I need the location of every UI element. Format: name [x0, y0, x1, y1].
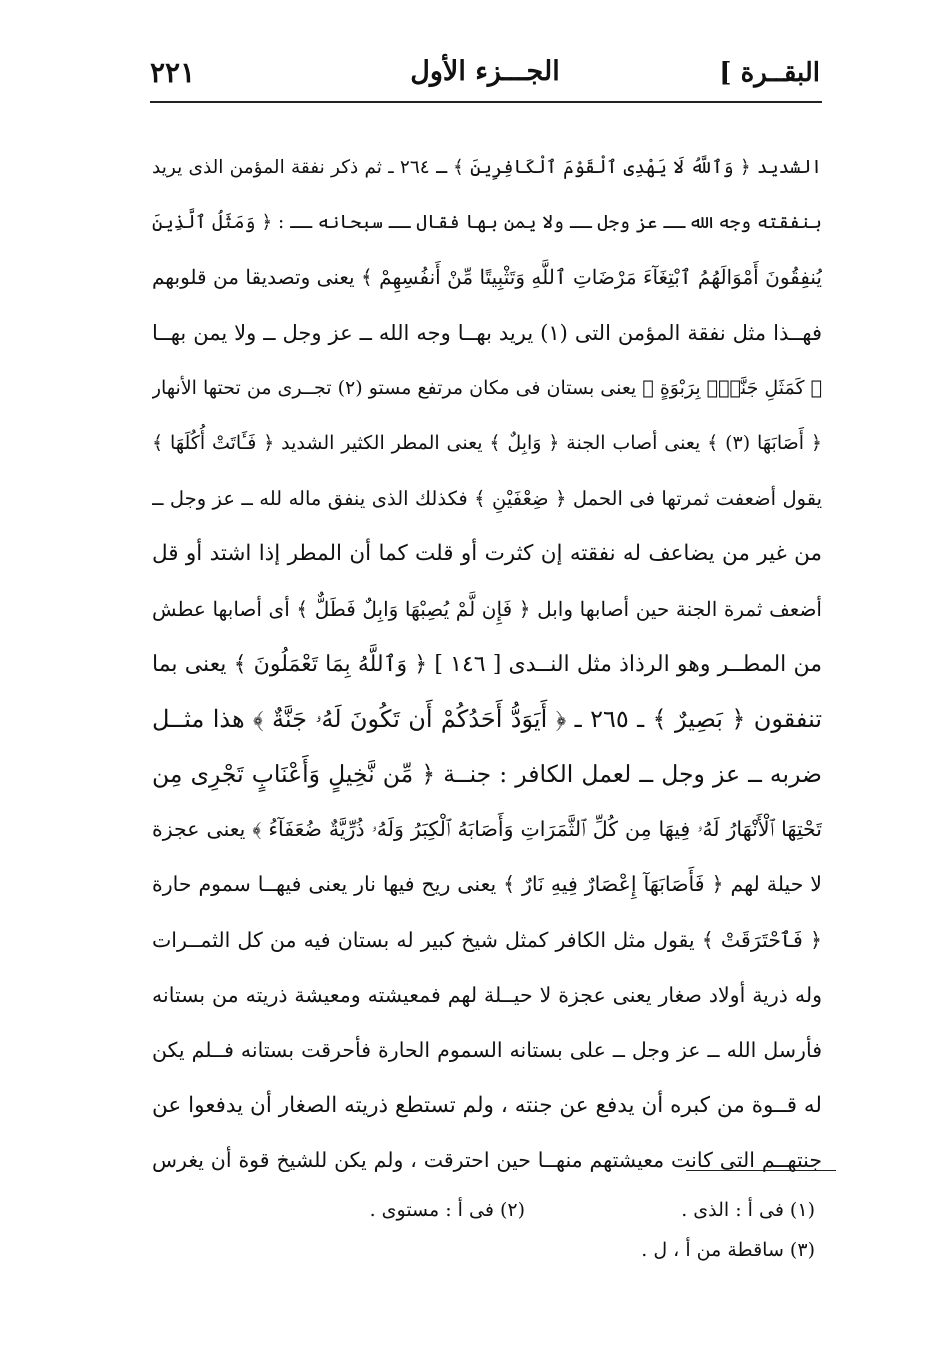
- text-line: تَحْتِهَا ٱلْأَنْهَارُ لَهُۥ فِيهَا مِن كُلِّ ٱلثَّمَرَاتِ وَأَصَابَهُ ٱلْكِبَرُ وَلَهُۥ ذُرِّيَّةٌ ضُعَفَآءُ ﴾ يعنى عجزة: [152, 817, 822, 842]
- text-line: من المطــر وهو الرذاذ مثل النــدى [ ١٤٦ ] ﴿ وَٱللَّهُ بِمَا تَعْمَلُونَ ﴾ يعنى بما: [152, 651, 822, 677]
- footnote-2: (٢) فى أ : مستوى .: [369, 1199, 525, 1221]
- text-line: بنفقته وجه الله ــ عز وجل ــ ولا يمن بها فقال ــ سبحانه ــ : ﴿ وَمَثَلُ ٱلَّذِينَ: [152, 212, 822, 234]
- footnote-divider: [686, 1170, 836, 1171]
- text-line: يُنفِقُونَ أَمْوَالَهُمُ ٱبْتِغَآءَ مَرْضَاتِ ٱللَّهِ وَتَثْبِيتًا مِّنْ أَنفُسِهِمْ ﴾ يعنى وتصديقا من قلوبهم: [152, 265, 822, 290]
- text-line: وله ذرية أولاد صغار يعنى عجزة لا حيــلة لهم فمعيشته ومعيشة ذريته من بستانه: [152, 982, 822, 1007]
- text-line: ﴿ أَصَابَهَا (٣) ﴾ يعنى أصاب الجنة ﴿ وَابِلٌ ﴾ يعنى المطر الكثير الشديد ﴿ فَـَٔاتَتْ أُكُلَهَا ﴾: [152, 431, 822, 454]
- part-title: الجـــزء الأول: [410, 56, 560, 87]
- text-line: تنفقون ﴿ بَصِيرٌ ﴾ ـ ٢٦٥ ـ ﴿ أَيَوَدُّ أَحَدُكُمْ أَن تَكُونَ لَهُۥ جَنَّةٌ ﴾ هذا مثــل: [152, 704, 822, 733]
- text-line: ﴿ كَمَثَلِ جَنَّةٍۭ بِرَبْوَةٍ ﴾ يعنى بستان فى مكان مرتفع مستو (٢) تجــرى من تحتها الأنهار: [152, 376, 822, 399]
- text-line: يقول أضعفت ثمرتها فى الحمل ﴿ ضِعْفَيْنِ ﴾ فكذلك الذى ينفق ماله لله ــ عز وجل ــ: [152, 487, 822, 511]
- text-line: أضعف ثمرة الجنة حين أصابها وابل ﴿ فَإِن لَّمْ يُصِبْهَا وَابِلٌ فَطَلٌّ ﴾ أى أصابها عطش: [152, 596, 822, 621]
- footnote-3: (٣) ساقطة من أ ، ل .: [641, 1239, 815, 1261]
- surah-title: البقــرة ]: [719, 58, 820, 88]
- text-line: فأرسل الله ــ عز وجل ــ على بستانه السموم الحارة فأحرقت بستانه فــلم يكن: [152, 1038, 822, 1062]
- text-line: لا حيلة لهم ﴿ فَأَصَابَهَآ إِعْصَارٌ فِيهِ نَارٌ ﴾ يعنى ريح فيها نار يعنى فيهــا سموم حارة: [152, 872, 822, 897]
- text-line: الشديد ﴿ وَٱللَّهُ لَا يَهْدِى ٱلْقَوْمَ ٱلْكَافِرِينَ ﴾ ـ ٢٦٤ ـ ثم ذكر نفقة المؤمن الذى يريد: [152, 157, 822, 178]
- text-line: له قــوة من كبره أن يدفع عن جنته ، ولم تستطع ذريته الصغار أن يدفعوا عن: [152, 1093, 822, 1119]
- text-line: من غير من يضاعف له نفقته إن كثرت أو قلت كما أن المطر إذا اشتد أو قل: [152, 541, 822, 567]
- page-header: [150, 52, 820, 98]
- footnote-row: [300, 1230, 815, 1270]
- text-line: ﴿ فَٱحْتَرَقَتْ ﴾ يقول مثل الكافر كمثل شيخ كبير له بستان فيه من كل الثمــرات: [152, 927, 822, 952]
- text-line: فهــذا مثل نفقة المؤمن التى (١) يريد بهــا وجه الله ــ عز وجل ــ ولا يمن بهــا: [152, 320, 822, 345]
- footnote-row: [300, 1190, 815, 1230]
- text-line: جنتهــم التى كانت معيشتهم منهــا حين احترقت ، ولم يكن للشيخ قوة أن يغرس: [152, 1148, 822, 1173]
- text-line: ضربه ــ عز وجل ــ لعمل الكافر : جنــة ﴿ مِّن نَّخِيلٍ وَأَعْنَابٍ تَجْرِى مِن: [152, 760, 822, 789]
- body-text: [152, 140, 822, 1189]
- footnotes: [300, 1190, 815, 1270]
- header-divider: [150, 101, 822, 103]
- footnote-1: (١) فى أ : الذى .: [681, 1199, 815, 1221]
- page-number: ٢٢١: [150, 56, 196, 89]
